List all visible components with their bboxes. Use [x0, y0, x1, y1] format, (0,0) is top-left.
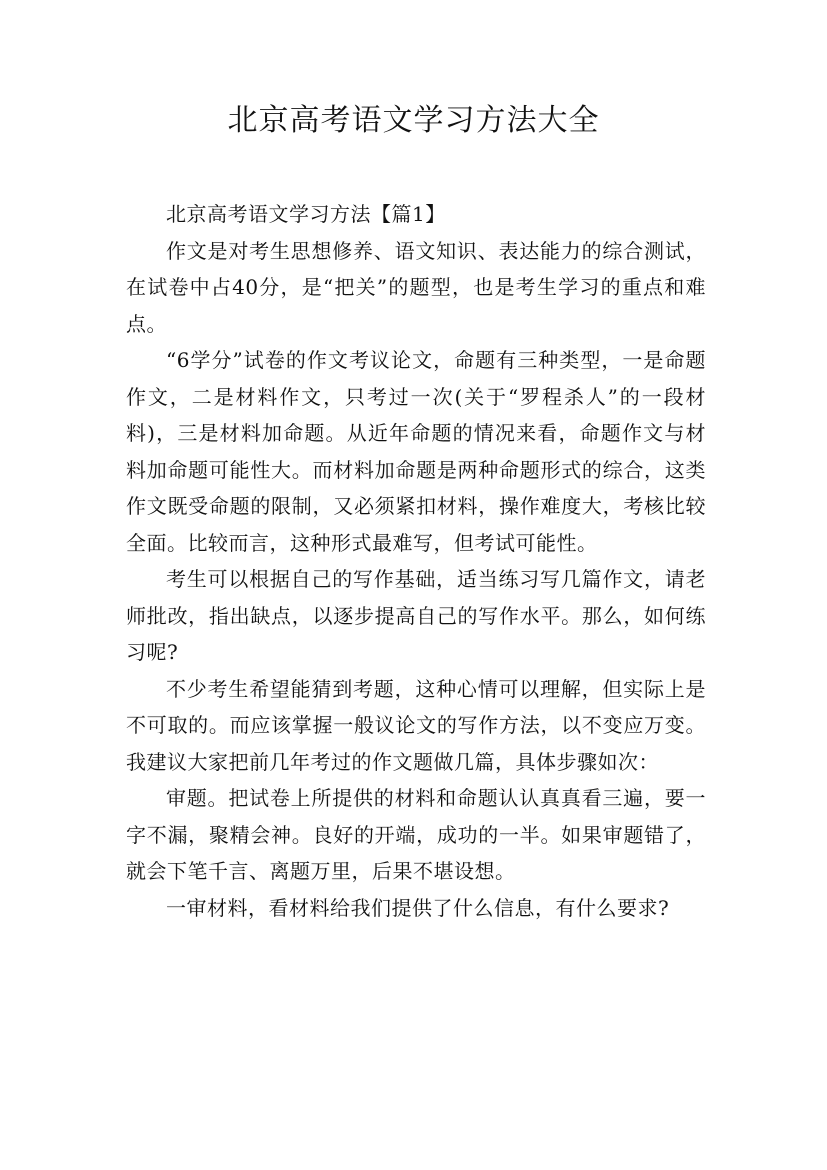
paragraph: 一审材料，看材料给我们提供了什么信息，有什么要求? [166, 895, 670, 920]
paragraph: 审题。把试卷上所提供的材料和命题认认真真看三遍，要一字不漏，聚精会神。良好的开端，成功的一半。如果审题错了，就会下笔千言、离题万里，后果不堪设想。 [126, 786, 706, 883]
document-body [126, 196, 706, 926]
section-heading: 北京高考语文学习方法【篇1】 [166, 202, 446, 226]
paragraph: “6学分”试卷的作文考议论文，命题有三种类型，一是命题作文，二是材料作文，只考过一次(关于“罗程杀人”的一段材料)，三是材料加命题。从近年命题的情况来看，命题作文与材料加命题可能性大。而材料加命题是两种命题形式的综合，这类作文既受命题的限制，又必须紧扣材料，操作难度大，考核比较全面。比较而言，这种形式最难写，但考试可能性。 [126, 348, 706, 555]
paragraph: 作文是对考生思想修养、语文知识、表达能力的综合测试，在试卷中占40分，是“把关”的题型，也是考生学习的重点和难点。 [126, 238, 706, 336]
document-title: 北京高考语文学习方法大全 [227, 103, 600, 138]
paragraph: 不少考生希望能猜到考题，这种心情可以理解，但实际上是不可取的。而应该掌握一般议论文的写作方法，以不变应万变。我建议大家把前几年考过的作文题做几篇，具体步骤如次： [126, 676, 706, 774]
paragraph: 考生可以根据自己的写作基础，适当练习写几篇作文，请老师批改，指出缺点，以逐步提高自己的写作水平。那么，如何练习呢? [126, 567, 706, 664]
